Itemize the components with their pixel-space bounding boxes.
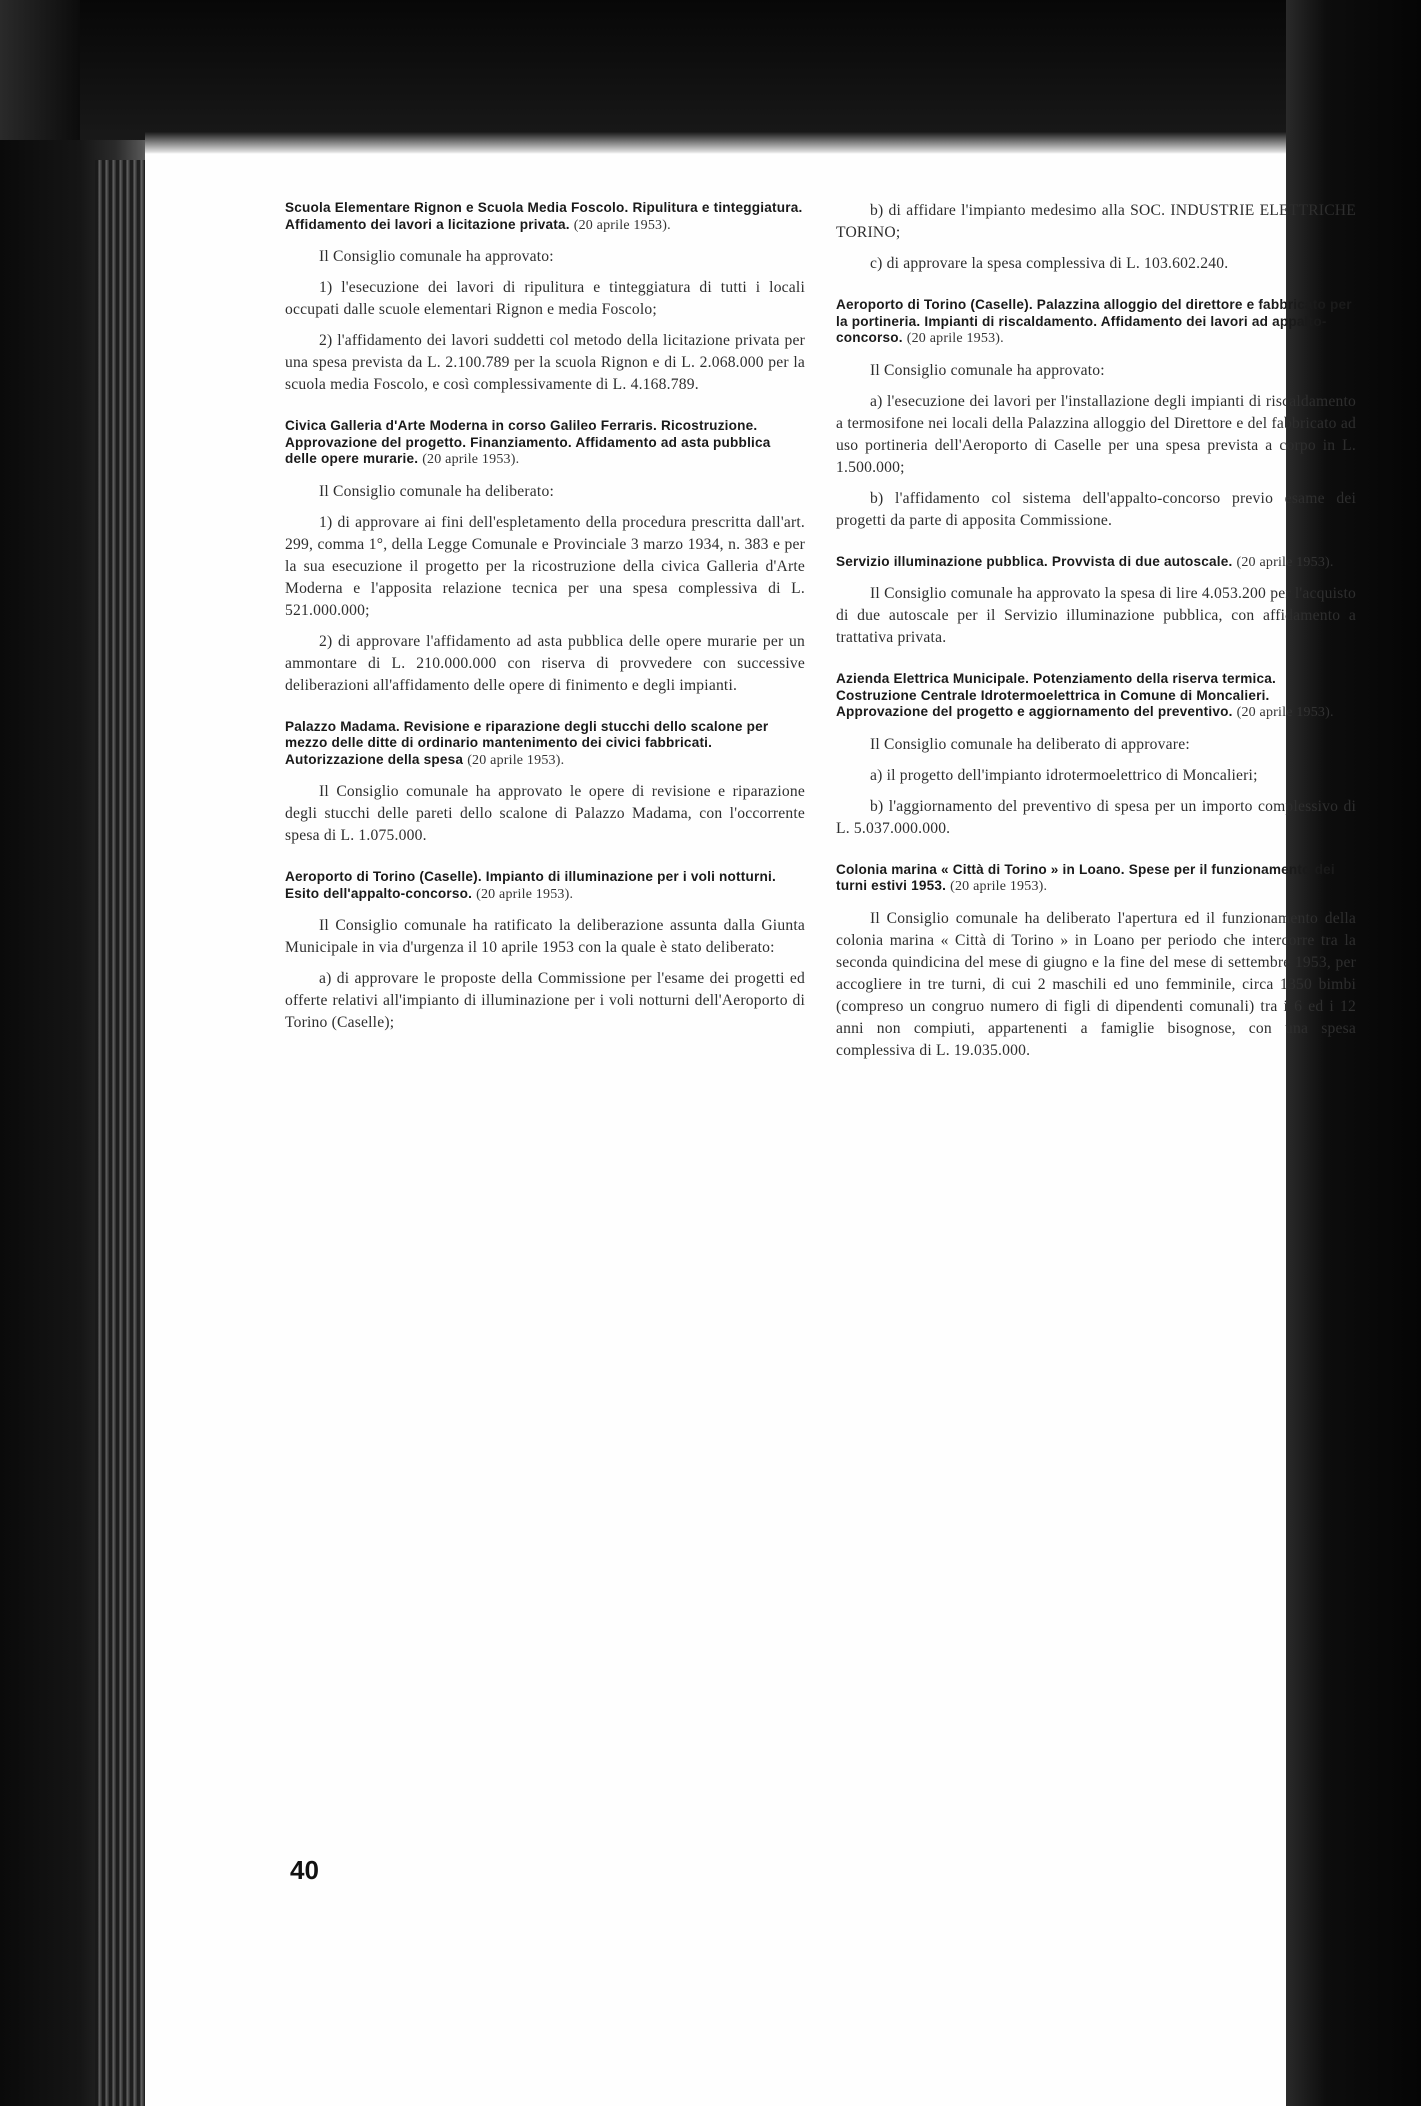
section-title: Aeroporto di Torino (Caselle). Palazzina alloggio del direttore e fabbricato per la portineria. Impianti di riscaldamento. Affidamento dei lavori ad appalto-concorso. <box>836 297 1352 345</box>
page-stack-edges <box>95 160 145 2106</box>
section-heading <box>285 418 805 469</box>
section-title: Scuola Elementare Rignon e Scuola Media Foscolo. Ripulitura e tinteggiatura. Affidamento dei lavori a licitazione privata. <box>285 200 803 232</box>
document-section <box>285 418 805 697</box>
body-paragraph: Il Consiglio comunale ha approvato la spesa di lire 4.053.200 per l'acquisto di due autoscale per il Servizio illuminazione pubblica, con affidamento a trattativa privata. <box>836 585 1356 646</box>
section-title: Aeroporto di Torino (Caselle). Impianto di illuminazione per i voli notturni. Esito dell'appalto-concorso. <box>285 869 776 901</box>
body-paragraph: a) l'esecuzione dei lavori per l'installazione degli impianti di riscaldamento a termosifone nei locali della Palazzina alloggio del Direttore e del fabbricato ad uso portineria dell'Aeroporto di Caselle per una spesa prevista a corpo in L. 1.500.000; <box>836 392 1356 476</box>
section-date: (20 aprile 1953). <box>476 886 574 902</box>
body-paragraph: c) di approvare la spesa complessiva di L. 103.602.240. <box>870 255 1229 272</box>
section-date: (20 aprile 1953). <box>422 452 520 467</box>
section-date: (20 aprile 1953). <box>906 331 1004 346</box>
body-paragraph: 1) l'esecuzione dei lavori di ripulitura e tinteggiatura di tutti i locali occupati dalle scuole elementari Rignon e media Foscolo; <box>285 279 805 318</box>
section-title: Palazzo Madama. Revisione e riparazione degli stucchi dello scalone per mezzo delle ditte di ordinario mantenimento dei civici fabbricati. Autorizzazione della spesa <box>285 718 769 767</box>
body-paragraph: a) il progetto dell'impianto idrotermoelettrico di Moncalieri; <box>870 766 1258 784</box>
body-paragraph: 1) di approvare ai fini dell'espletamento della procedura prescritta dall'art. 299, comma 1°, della Legge Comunale e Provinciale 3 marzo 1934, n. 383 e per la sua esecuzione il progetto per la ricostruzione della civica Galleria d'Arte Moderna e l'apposita relazione tecnica per una spesa complessiva di L. 521.000.000; <box>285 513 805 619</box>
page-number: 40 <box>290 1855 319 1885</box>
scan-border-corner <box>0 0 80 150</box>
section-date: (20 aprile 1953). <box>1236 705 1334 720</box>
section-heading <box>285 869 805 903</box>
body-paragraph: 2) di approvare l'affidamento ad asta pubblica delle opere murarie per un ammontare di L. 210.000.000 con riserva di provvedere con successive deliberazioni all'affidamento delle opere di finimento e degli impianti. <box>285 632 805 694</box>
section-heading <box>285 200 805 234</box>
body-paragraph: Il Consiglio comunale ha deliberato l'apertura ed il funzionamento della colonia marina « Città di Torino » in Loano per periodo che intercorre tra la seconda quindicina del mese di giugno e la fine del mese di settembre 1953, per accogliere in tre turni, di cui 2 maschili ed uno femminile, circa 1350 bimbi (compreso un congruo numero di figli di dipendenti comunali) tra i 6 ed i 12 anni non compiuti, appartenenti a famiglie bisognose, con una spesa complessiva di L. 19.035.000. <box>836 909 1356 1059</box>
section-heading <box>285 719 805 770</box>
body-paragraph: a) di approvare le proposte della Commissione per l'esame dei progetti ed offerte relativi all'impianto di illuminazione per i voli notturni dell'Aeroporto di Torino (Caselle); <box>285 970 805 1031</box>
section-title: Servizio illuminazione pubblica. Provvista di due autoscale. <box>836 553 1233 569</box>
document-section <box>285 869 805 1034</box>
document-section <box>836 671 1356 840</box>
document-section <box>285 719 805 848</box>
body-paragraph: Il Consiglio comunale ha ratificato la deliberazione assunta dalla Giunta Municipale in via d'urgenza il 10 aprile 1953 con la quale è stato deliberato: <box>285 917 805 956</box>
right-column <box>836 200 1356 1084</box>
scan-border-top <box>0 0 1421 150</box>
section-date: (20 aprile 1953). <box>573 217 671 233</box>
body-paragraph: Il Consiglio comunale ha deliberato: <box>319 482 554 500</box>
section-title: Colonia marina « Città di Torino » in Loano. Spese per il funzionamento dei turni estivi 1953. <box>836 861 1335 893</box>
section-title: Azienda Elettrica Municipale. Potenziamento della riserva termica. Costruzione Centrale Idrotermoelettrica in Comune di Moncalieri. Approvazione del progetto e aggiornamento del preventivo. <box>836 671 1277 719</box>
document-section <box>285 200 805 396</box>
section-heading <box>836 297 1356 348</box>
document-section <box>836 297 1356 532</box>
document-section <box>836 200 1356 275</box>
body-paragraph: Il Consiglio comunale ha approvato: <box>870 361 1105 379</box>
section-heading <box>836 671 1356 722</box>
body-paragraph: b) l'aggiornamento del preventivo di spesa per un importo complessivo di L. 5.037.000.000. <box>836 797 1356 837</box>
body-paragraph: Il Consiglio comunale ha approvato le opere di revisione e riparazione degli stucchi delle pareti dello scalone di Palazzo Madama, con l'occorrente spesa di L. 1.075.000. <box>285 783 805 844</box>
body-paragraph: b) di affidare l'impianto medesimo alla SOC. INDUSTRIE ELETTRICHE TORINO; <box>836 202 1356 241</box>
body-paragraph: Il Consiglio comunale ha approvato: <box>319 248 554 265</box>
body-paragraph: b) l'affidamento col sistema dell'appalto-concorso previo esame dei progetti da parte di apposita Commissione. <box>836 489 1356 529</box>
section-heading <box>836 862 1356 896</box>
body-paragraph: 2) l'affidamento dei lavori suddetti col metodo della licitazione privata per una spesa prevista da L. 2.100.789 per la scuola Rignon e di L. 2.068.000 per la scuola media Foscolo, e così complessivamente di L. 4.168.789. <box>285 332 805 393</box>
document-section <box>836 554 1356 650</box>
section-date: (20 aprile 1953). <box>467 752 565 768</box>
left-column <box>285 200 805 1056</box>
page-top-edge <box>145 132 1286 154</box>
section-heading <box>836 554 1356 572</box>
section-date: (20 aprile 1953). <box>1236 554 1334 570</box>
document-section <box>836 862 1356 1062</box>
section-date: (20 aprile 1953). <box>950 879 1048 894</box>
body-paragraph: Il Consiglio comunale ha deliberato di approvare: <box>870 735 1190 753</box>
section-title: Civica Galleria d'Arte Moderna in corso Galileo Ferraris. Ricostruzione. Approvazione del progetto. Finanziamento. Affidamento ad asta pubblica delle opere murarie. <box>285 418 771 466</box>
